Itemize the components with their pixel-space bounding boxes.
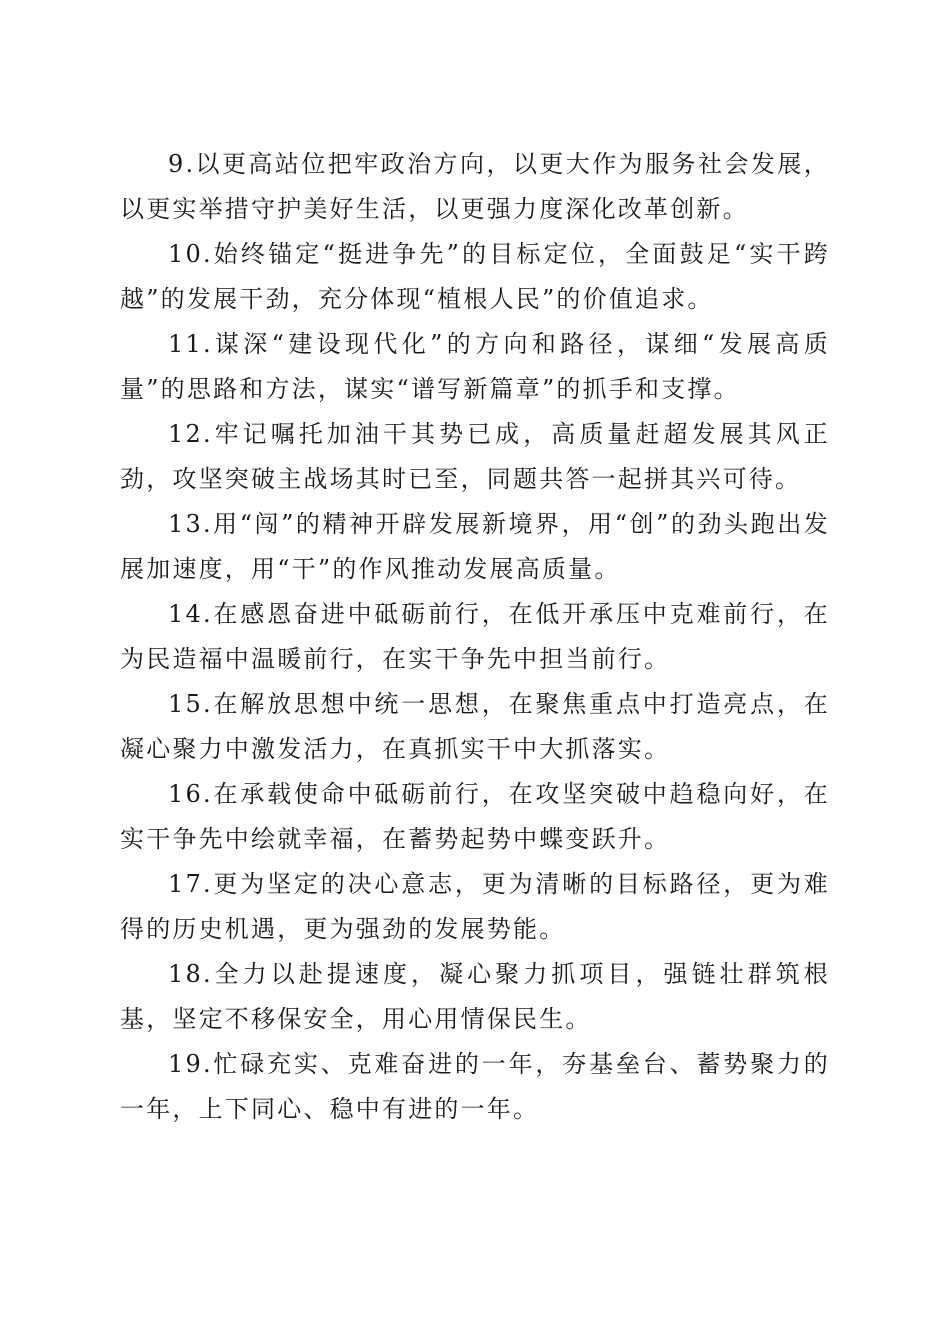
paragraph-14: 14.在感恩奋进中砥砺前行，在低开承压中克难前行，在为民造福中温暖前行，在实干争先中担当前行。 — [120, 600, 830, 673]
paragraph-10: 10.始终锚定“挺进争先”的目标定位，全面鼓足“实干跨越”的发展干劲，充分体现“植根人民”的价值追求。 — [120, 240, 830, 313]
paragraph-19: 19.忙碌充实、克难奋进的一年，夯基垒台、蓄势聚力的一年，上下同心、稳中有进的一年。 — [120, 1050, 830, 1123]
paragraph-13: 13.用“闯”的精神开辟发展新境界，用“创”的劲头跑出发展加速度，用“干”的作风推动发展高质量。 — [120, 510, 830, 583]
document-body — [120, 142, 830, 1132]
paragraph-17: 17.更为坚定的决心意志，更为清晰的目标路径，更为难得的历史机遇，更为强劲的发展势能。 — [120, 870, 830, 943]
paragraph-11: 11.谋深“建设现代化”的方向和路径，谋细“发展高质量”的思路和方法，谋实“谱写新篇章”的抓手和支撑。 — [120, 330, 830, 403]
paragraph-12: 12.牢记嘱托加油干其势已成，高质量赶超发展其风正劲，攻坚突破主战场其时已至，同题共答一起拼其兴可待。 — [120, 420, 830, 493]
paragraph-9: 9.以更高站位把牢政治方向，以更大作为服务社会发展，以更实举措守护美好生活，以更强力度深化改革创新。 — [120, 150, 830, 223]
paragraph-18: 18.全力以赴提速度，凝心聚力抓项目，强链壮群筑根基，坚定不移保安全，用心用情保民生。 — [120, 960, 830, 1033]
paragraph-16: 16.在承载使命中砥砺前行，在攻坚突破中趋稳向好，在实干争先中绘就幸福，在蓄势起势中蝶变跃升。 — [120, 780, 830, 853]
paragraph-15: 15.在解放思想中统一思想，在聚焦重点中打造亮点，在凝心聚力中激发活力，在真抓实干中大抓落实。 — [120, 690, 830, 763]
